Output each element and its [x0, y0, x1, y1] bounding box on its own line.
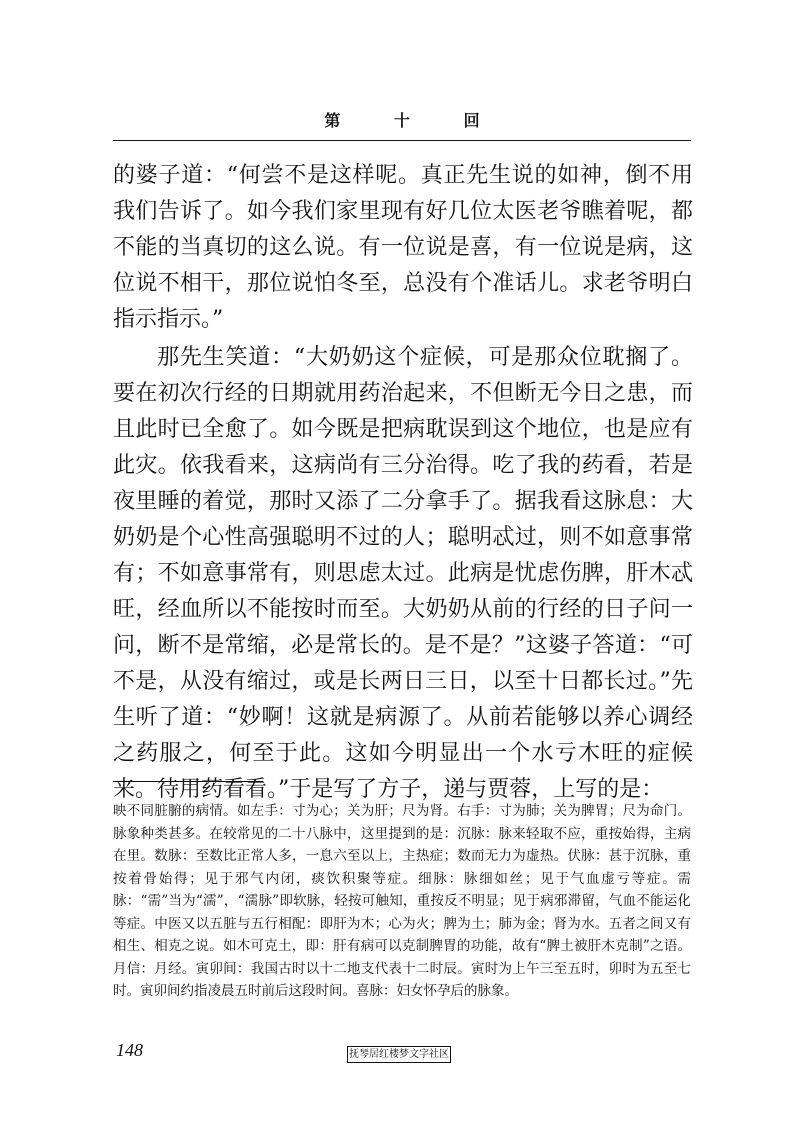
- chapter-char-1: 第: [324, 111, 341, 130]
- paragraph-1: 的婆子道：“何尝不是这样呢。真正先生说的如神，倒不用我们告诉了。如今我们家里现有好几位太医老爷瞧着呢，都不能的当真切的这么说。有一位说是喜，有一位说是病，这位说不相干，那位说怕冬至，总没有个准话儿。求老爷明白指示指示。”: [113, 163, 693, 332]
- footnote: 映不同脏腑的病情。如左手：寸为心；关为肝；尺为肾。右手：寸为肺；关为脾胃；尺为命门。脉象种类甚多。在较常见的二十八脉中，这里提到的是：沉脉：脉来轻取不应，重按始得，主病在里。数脉：至数比正常人多，一息六至以上，主热症；数而无力为虚热。伏脉：甚于沉脉，重按着骨始得；见于邪气内闭，痰饮积聚等症。细脉：脉细如丝；见于气血虚亏等症。需脉：“需”当为“濡”，“濡脉”即软脉，轻按可触知，重按反不明显；见于病邪滞留，气血不能运化等症。中医又以五脏与五行相配：即肝为木；心为火；脾为土；肺为金；肾为水。五者之间又有相生、相克之说。如木可克土，即：肝有病可以克制脾胃的功能，故有“脾土被肝木克制”之语。月信：月经。寅卯间：我国古时以十二地支代表十二时辰。寅时为上午三至五时，卯时为五至七时。寅卯间约指凌晨五时前后这段时间。喜脉：妇女怀孕后的脉象。: [113, 803, 691, 999]
- watermark-stamp: 抚琴居红楼梦文字社区: [347, 1046, 451, 1063]
- page-number: 148: [116, 1040, 143, 1060]
- running-header: [113, 108, 691, 134]
- footnote-rule: [113, 781, 263, 782]
- chapter-char-2: 十: [393, 111, 410, 130]
- paragraph-2: 那先生笑道：“大奶奶这个症候，可是那众位耽搁了。要在初次行经的日期就用药治起来，不但断无今日之患，而且此时已全愈了。如今既是把病耽误到这个地位，也是应有此灾。依我看来，这病尚有三分治得。吃了我的药看，若是夜里睡的着觉，那时又添了二分拿手了。据我看这脉息：大奶奶是个心性高强聪明不过的人；聪明忒过，则不如意事常有；不如意事常有，则思虑太过。此病是忧虑伤脾，肝木忒旺，经血所以不能按时而至。大奶奶从前的行经的日子问一问，断不是常缩，必是常长的。是不是？”这婆子答道：“可不是，从没有缩过，或是长两日三日，以至十日都长过。”先生听了道：“妙啊！这就是病源了。从前若能够以养心调经之药服之，何至于此。这如今明显出一个水亏木旺的症候来。待用药看看。”于是写了方子，递与贾蓉，上写的是：: [113, 345, 693, 802]
- chapter-char-3: 回: [463, 111, 480, 130]
- header-rule: [113, 140, 691, 141]
- body-text: [113, 158, 693, 808]
